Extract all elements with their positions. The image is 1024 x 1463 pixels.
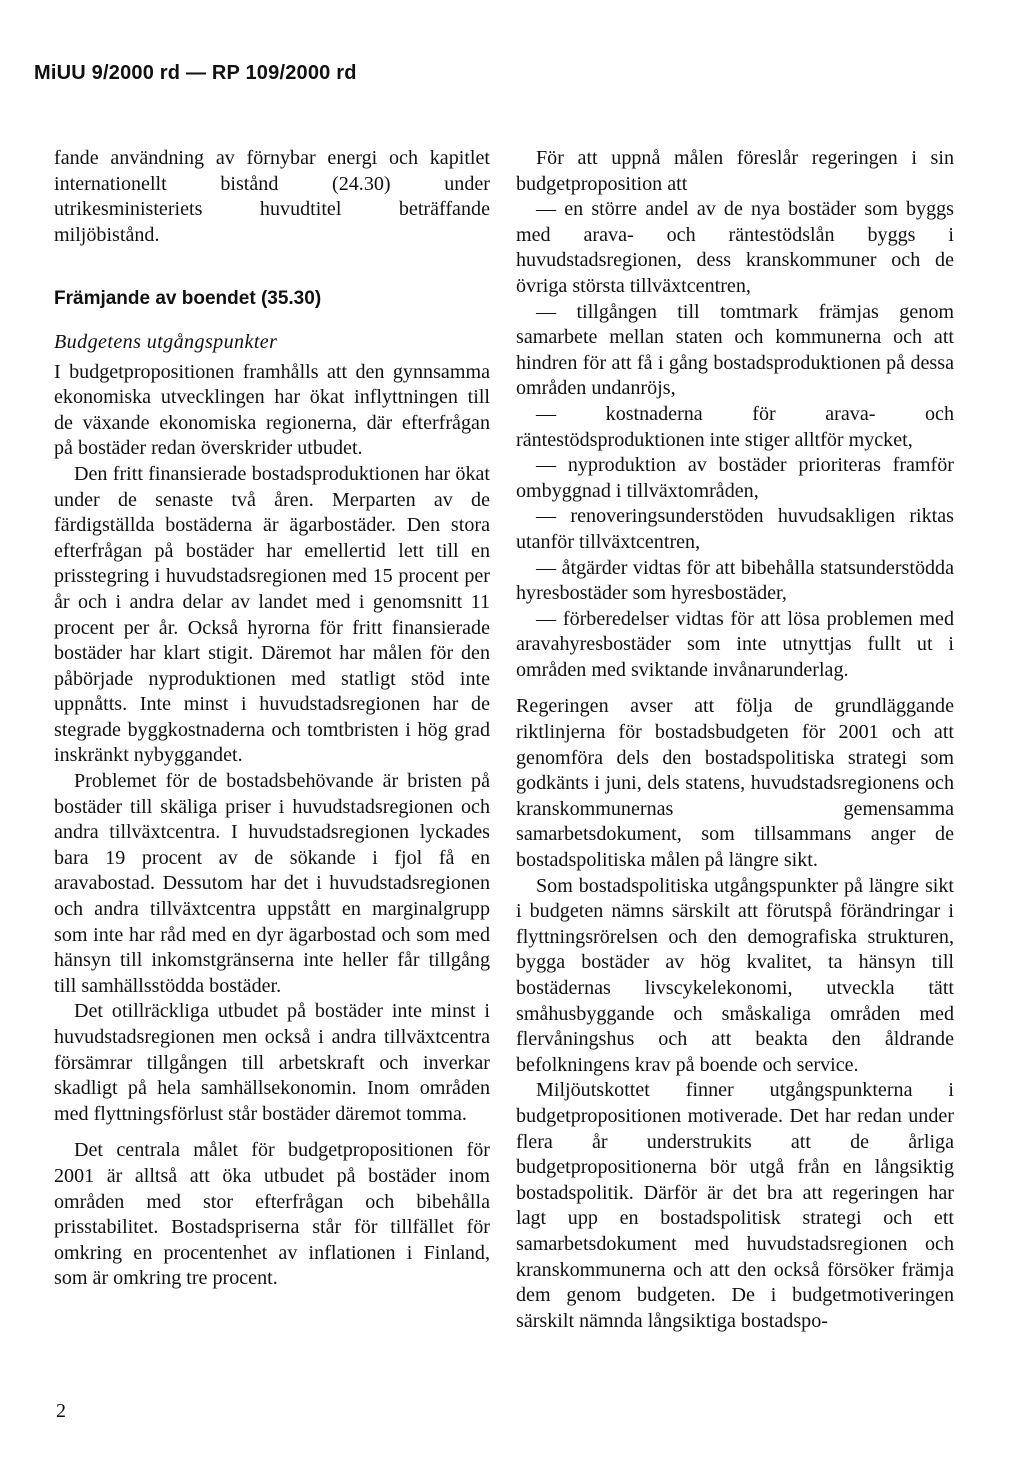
- list-item: — renoveringsunderstöden huvudsakligen riktas utanför tillväxtcentren,: [516, 505, 954, 553]
- list-item: — förberedelser vidtas för att lösa problemen med aravahyresbostäder som inte utnyttjas fullt ut i områden med sviktande invånarunderlag.: [516, 607, 954, 681]
- intro-paragraph: fande användning av förnybar energi och kapitlet internationellt bistånd (24.30) under utrikesministeriets huvudtitel beträffande miljöbistånd.: [54, 147, 490, 246]
- body-paragraph: Den fritt finansierade bostadsproduktionen har ökat under de senaste två åren. Merparten av de färdigställda bostäderna är ägarbostäder. Den stora efterfrågan på bostäder har emellertid lett till en prisstegring i huvudstadsregionen med 15 procent per år och i andra delar av landet med i genomsnitt 11 procent per år. Också hyrorna för fritt finansierade bostäder har klart stigit. Däremot har målen för den påbörjade nyproduktionen med statligt stöd inte uppnåtts. Inte minst i huvudstadsregionen har de stegrade byggkostnaderna och tomtbristen i hög grad inskränkt nybyggandet.: [54, 462, 490, 767]
- intro-paragraph: För att uppnå målen föreslår regeringen i sin budgetproposition att: [516, 147, 954, 195]
- list-item: — tillgången till tomtmark främjas genom samarbete mellan staten och kommunerna och att hindren för att få i gång bostadsproduktionen på dessa områden undanröjs,: [516, 300, 954, 400]
- body-paragraph: Miljöutskottet finner utgångspunkterna i budgetpropositionen motiverade. Det har redan under flera år understrukits att de årliga budgetpropositionerna bör utgå från en långsiktig bostadspolitik. Därför är det bra att regeringen har lagt upp en bostadspolitisk strategi och ett samarbetsdokument med huvudstadsregionen och kranskommunerna och att den också försöker främja dem genom budgeten. De i budgetmotiveringen särskilt nämnda långsiktiga bostadspo-: [516, 1079, 954, 1332]
- list-item: — åtgärder vidtas för att bibehålla statsunderstödda hyresbostäder som hyresbostäder,: [516, 556, 954, 605]
- list-item: — kostnaderna för arava- och räntestödsproduktionen inte stiger alltför mycket,: [516, 402, 954, 451]
- page-number: 2: [56, 1400, 66, 1422]
- body-paragraph: Som bostadspolitiska utgångspunkter på längre sikt i budgeten nämns särskilt att förutspå förändringar i flyttningsrörelsen och den demografiska strukturen, bygga bostäder av hög kvalitet, ta hänsyn till bostädernas livscykelekonomi, utveckla tätt småhusbyggande och småskaliga områden med flervåningshus och att beakta den åldrande befolkningens krav på boende och service.: [516, 874, 954, 1076]
- section-heading: Främjande av boendet (35.30): [54, 288, 322, 310]
- list-item: — en större andel av de nya bostäder som byggs med arava- och räntestödslån byggs i huvudstadsregionen, dess kranskommuner och de övriga största tillväxtcentren,: [516, 198, 954, 297]
- right-column: [516, 146, 954, 1334]
- body-paragraph: Regeringen avser att följa de grundläggande riktlinjerna för bostadsbudgeten för 2001 och att genomföra dels den bostadspolitiska strategi som godkänts i juni, dels statens, huvudstadsregionens och kranskommunernas gemensamma samarbetsdokument, som tillsammans anger de bostadspolitiska målen på längre sikt.: [516, 695, 954, 872]
- section-subheading: Budgetens utgångspunkter: [54, 330, 278, 353]
- list-item: — nyproduktion av bostäder prioriteras framför ombyggnad i tillväxtområden,: [516, 454, 954, 502]
- left-column: [54, 146, 490, 1292]
- body-paragraph: Det otillräckliga utbudet på bostäder inte minst i huvudstadsregionen men också i andra tillväxtcentra försämrar tillgången till arbetskraft och inverkar skadligt på hela samhällsekonomin. Inom områden med flyttningsförlust står bostäder däremot tomma.: [54, 1000, 490, 1125]
- body-paragraph: Det centrala målet för budgetpropositionen för 2001 är alltså att öka utbudet på bostäder inom områden med stor efterfrågan och bibehålla prisstabilitet. Bostadspriserna står för tillfället för omkring en procentenhet av inflationen i Finland, som är omkring tre procent.: [54, 1139, 490, 1290]
- body-paragraph: I budgetpropositionen framhålls att den gynnsamma ekonomiska utvecklingen har ökat inflyttningen till de växande ekonomiska regionerna, där efterfrågan på bostäder redan överskrider utbudet.: [54, 360, 490, 460]
- body-paragraph: Problemet för de bostadsbehövande är bristen på bostäder till skäliga priser i huvudstadsregionen och andra tillväxtcentra. I huvudstadsregionen lyckades bara 19 procent av de sökande i fjol få en aravabostad. Dessutom har det i huvudstadsregionen och andra tillväxtcentra uppstått en marginalgrupp som inte har råd med en dyr ägarbostad och som med hänsyn till inkomstgränserna inte heller får tillgång till samhällsstödda bostäder.: [54, 770, 490, 997]
- document-header: MiUU 9/2000 rd — RP 109/2000 rd: [34, 62, 357, 84]
